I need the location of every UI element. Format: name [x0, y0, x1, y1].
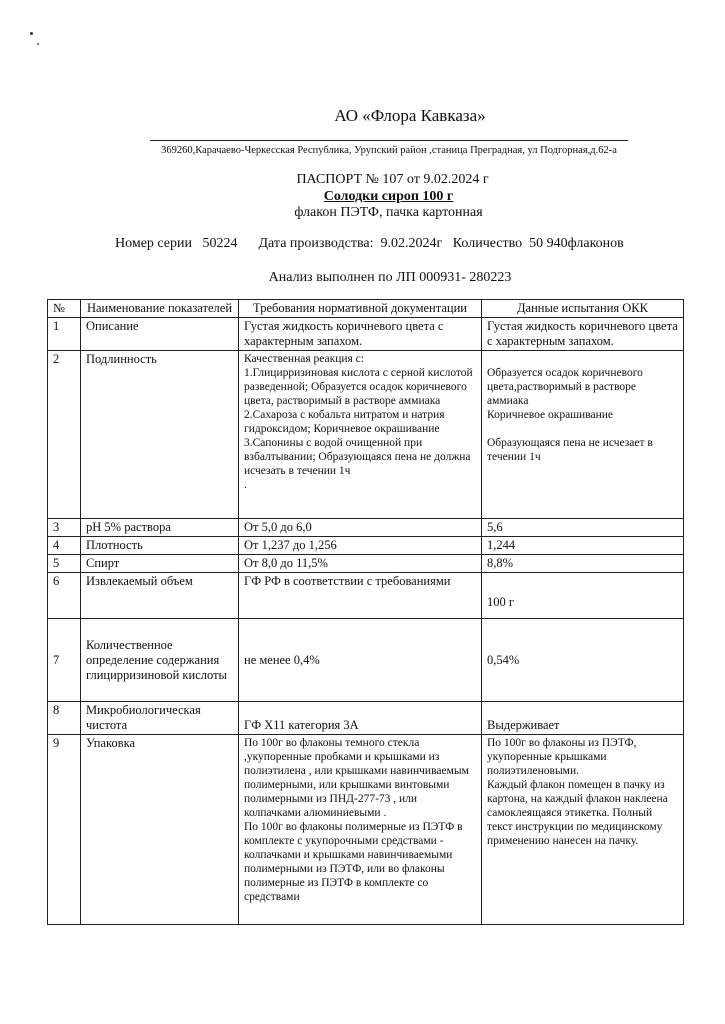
row-result: 0,54% — [482, 619, 684, 702]
row-requirement: От 1,237 до 1,256 — [239, 537, 482, 555]
row-name: Упаковка — [81, 735, 239, 925]
row-num: 4 — [48, 537, 81, 555]
row-num: 8 — [48, 702, 81, 735]
row-result: Образуется осадок коричневого цвета,растворимый в растворе аммиака Коричневое окрашивание Образующаяся пена не исчезает в течении 1ч — [482, 351, 684, 519]
row-name: Описание — [81, 318, 239, 351]
col-header-requirement: Требования нормативной документации — [239, 300, 482, 318]
passport-title: ПАСПОРТ № 107 от 9.02.2024 г — [296, 172, 489, 187]
row-result: 100 г — [482, 573, 684, 619]
row-requirement: ГФ РФ в соответствии с требованиями — [239, 573, 482, 619]
table-row — [48, 735, 684, 925]
row-result: 8,8% — [482, 555, 684, 573]
table-row — [48, 519, 684, 537]
row-name: Плотность — [81, 537, 239, 555]
product-name: Солодки сироп 100 г — [323, 189, 454, 204]
row-name: Количественное определение содержания глицирризиновой кислоты — [81, 619, 239, 702]
row-name: pH 5% раствора — [81, 519, 239, 537]
company-address: 369260,Карачаево-Черкесская Республика, Урупский район ,станица Преградная, ул Подгорная,д.62-а — [161, 145, 617, 156]
row-requirement: По 100г во флаконы темного стекла ,укупоренные пробками и крышками из полиэтилена , или крышками навинчиваемым полимерными, или крышками винтовыми полимерными из ПНД-277-73 , или колпачками алюминиевыми . По 100г во флаконы полимерные из ПЭТФ в комплекте с укупорочными средствами - колпачками и крышками навинчиваемыми полимерными из ПЭТФ, или во флаконы полимерные из ПЭТФ в комплекте со средствами — [239, 735, 482, 925]
row-requirement: От 5,0 до 6,0 — [239, 519, 482, 537]
row-requirement: Качественная реакция с: 1.Глицирризиновая кислота с серной кислотой разведенной; Образуется осадок коричневого цвета, растворимый в растворе аммиака 2.Сахароза с кобальта нитратом и натрия гидроксидом; Коричневое окрашивание 3.Сапонины с водой очищенной при взбалтывании; Образующаяся пена не должна исчезать в течении 1ч . — [239, 351, 482, 519]
row-name: Микробиологическая чистота — [81, 702, 239, 735]
company-name: АО «Флора Кавказа» — [334, 106, 486, 125]
row-requirement: Густая жидкость коричневого цвета с характерным запахом. — [239, 318, 482, 351]
row-num: 7 — [48, 619, 81, 702]
quality-table — [47, 299, 684, 925]
col-header-num: № — [48, 300, 81, 318]
scan-speck — [30, 32, 33, 35]
row-result: 5,6 — [482, 519, 684, 537]
table-row — [48, 619, 684, 702]
row-name: Спирт — [81, 555, 239, 573]
table-row — [48, 555, 684, 573]
header-rule — [150, 140, 628, 141]
row-num: 5 — [48, 555, 81, 573]
table-row — [48, 318, 684, 351]
table-row — [48, 351, 684, 519]
table-header-row — [48, 300, 684, 318]
row-name: Подлинность — [81, 351, 239, 519]
row-result: 1,244 — [482, 537, 684, 555]
table-row — [48, 702, 684, 735]
row-num: 2 — [48, 351, 81, 519]
row-requirement: От 8,0 до 11,5% — [239, 555, 482, 573]
row-result: По 100г во флаконы из ПЭТФ, укупоренные крышками полиэтиленовыми. Каждый флакон помещен в пачку из картона, на каждый флакон наклеена самоклеящаяся этикетка. Полный текст инструкции по медицинскому применению нанесен на пачку. — [482, 735, 684, 925]
row-num: 6 — [48, 573, 81, 619]
row-name: Извлекаемый объем — [81, 573, 239, 619]
package-type: флакон ПЭТФ, пачка картонная — [294, 205, 483, 220]
row-num: 9 — [48, 735, 81, 925]
scan-speck — [37, 43, 39, 45]
row-requirement: ГФ Х11 категория 3А — [239, 702, 482, 735]
row-result: Выдерживает — [482, 702, 684, 735]
table-row — [48, 537, 684, 555]
row-result: Густая жидкость коричневого цвета с характерным запахом. — [482, 318, 684, 351]
row-num: 3 — [48, 519, 81, 537]
table-row — [48, 573, 684, 619]
series-info-line: Номер серии 50224 Дата производства: 9.02.2024г Количество 50 940флаконов — [115, 236, 624, 251]
row-num: 1 — [48, 318, 81, 351]
col-header-result: Данные испытания ОКК — [482, 300, 684, 318]
row-requirement: не менее 0,4% — [239, 619, 482, 702]
analysis-reference: Анализ выполнен по ЛП 000931- 280223 — [268, 270, 512, 285]
col-header-name: Наименование показателей — [81, 300, 239, 318]
